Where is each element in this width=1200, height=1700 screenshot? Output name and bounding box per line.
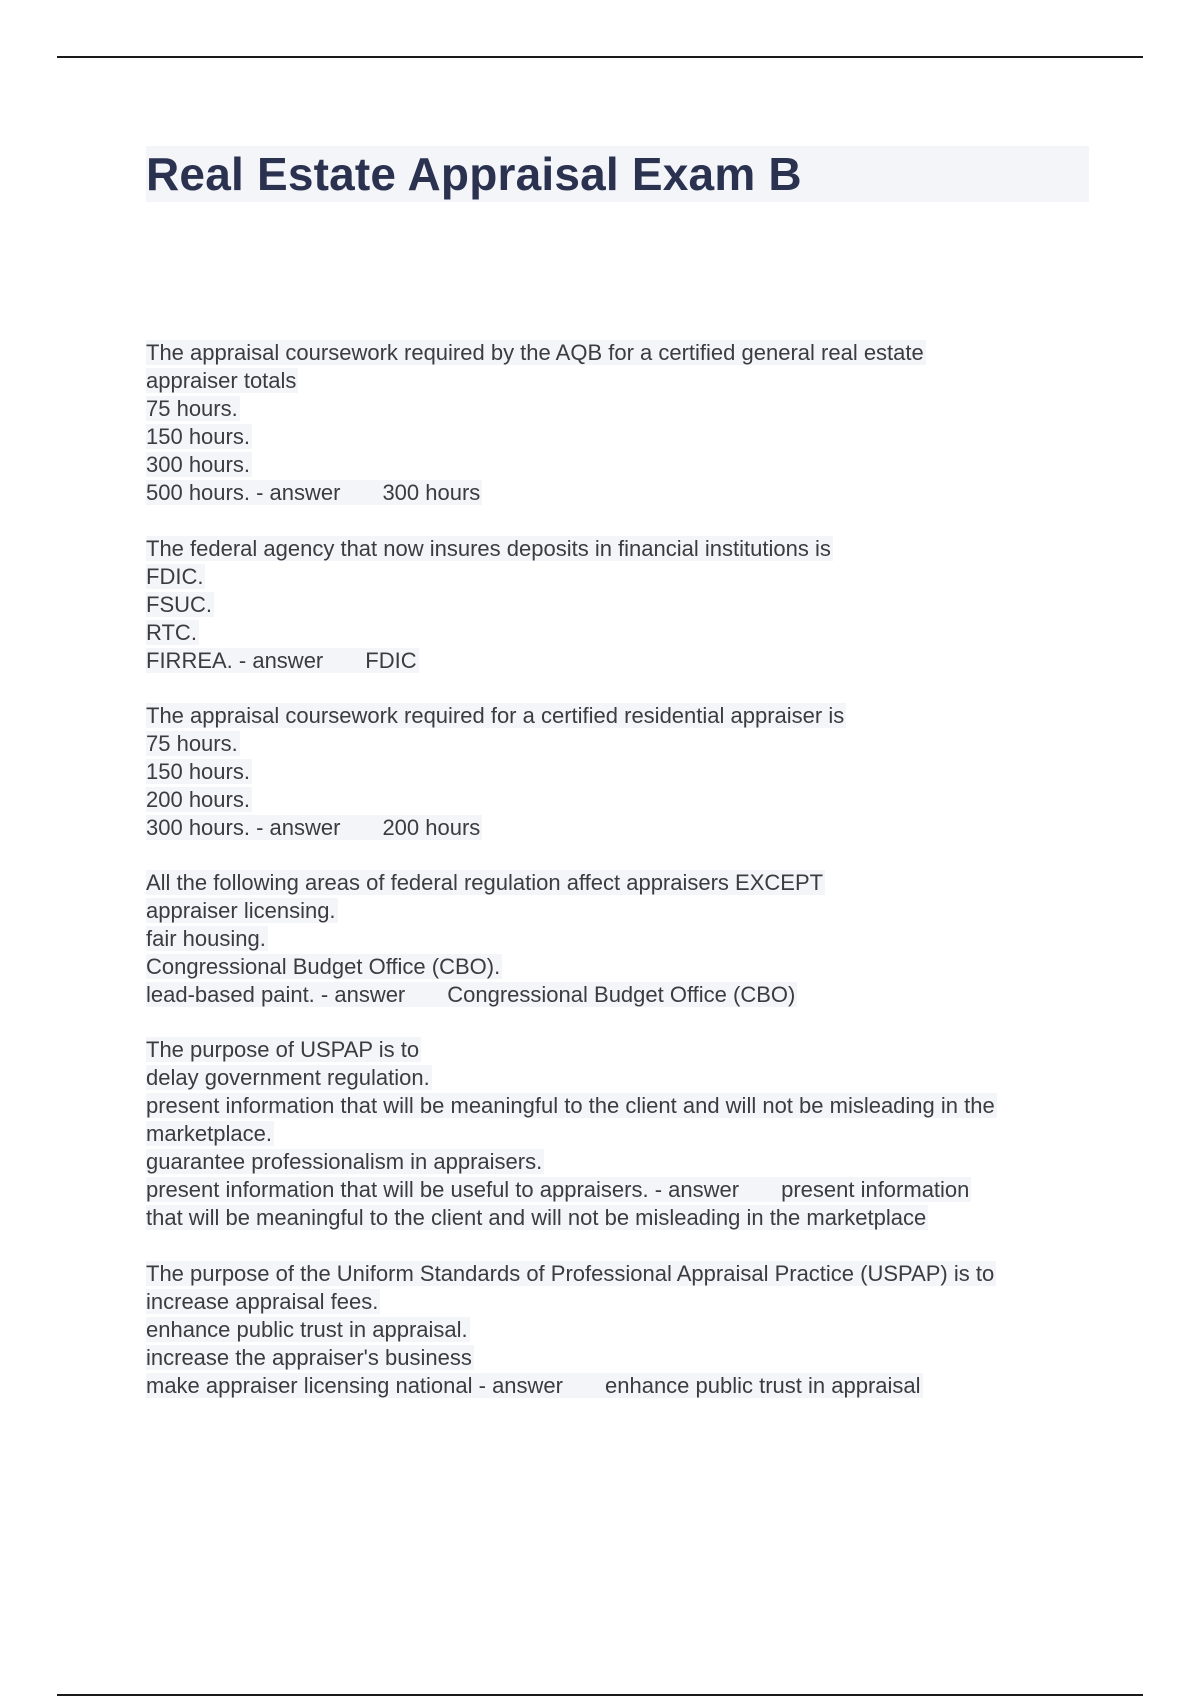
answer-line [146, 647, 1096, 675]
answer-line [146, 1372, 1096, 1400]
last-option: present information that will be useful to appraisers. - answer [146, 1177, 740, 1202]
question-text: The appraisal coursework required for a certified residential appraiser is [146, 703, 845, 728]
option-item: RTC. [146, 620, 197, 645]
answer-line [146, 981, 1096, 1009]
option-item: FSUC. [146, 592, 212, 617]
question-block-4 [146, 869, 1096, 1009]
option-item: 150 hours. [146, 424, 250, 449]
last-option: FIRREA. - answer [146, 648, 324, 673]
option-item: Congressional Budget Office (CBO). [146, 954, 501, 979]
correct-answer: FDIC [365, 648, 417, 673]
option-item: FDIC. [146, 564, 204, 589]
option-item: guarantee professionalism in appraisers. [146, 1149, 543, 1174]
page-title: Real Estate Appraisal Exam B [146, 148, 802, 200]
option-item: marketplace. [146, 1121, 272, 1146]
question-block-5 [146, 1036, 1096, 1232]
option-item: enhance public trust in appraisal. [146, 1317, 468, 1342]
correct-answer: Congressional Budget Office (CBO) [447, 982, 796, 1007]
question-text: The federal agency that now insures deposits in financial institutions is [146, 536, 831, 561]
option-item: delay government regulation. [146, 1065, 430, 1090]
question-block-1 [146, 339, 1096, 507]
question-text: appraiser totals [146, 368, 297, 393]
answer-line [146, 1176, 1096, 1204]
question-text: All the following areas of federal regulation affect appraisers EXCEPT [146, 870, 824, 895]
question-block-3 [146, 702, 1096, 842]
last-option: 500 hours. - answer [146, 480, 341, 505]
option-item: 300 hours. [146, 452, 250, 477]
option-item: 75 hours. [146, 396, 238, 421]
option-item: appraiser licensing. [146, 898, 336, 923]
answer-line [146, 814, 1096, 842]
option-item: 75 hours. [146, 731, 238, 756]
option-item: 200 hours. [146, 787, 250, 812]
option-item: present information that will be meaningful to the client and will not be misleading in the [146, 1093, 995, 1118]
answer-continued: that will be meaningful to the client and will not be misleading in the marketplace [146, 1205, 927, 1230]
page-footer-rule [57, 1694, 1143, 1696]
page-header-rule [57, 56, 1143, 58]
correct-answer: 300 hours [382, 480, 481, 505]
question-block-6 [146, 1260, 1096, 1400]
correct-answer: enhance public trust in appraisal [605, 1373, 921, 1398]
option-item: 150 hours. [146, 759, 250, 784]
last-option: lead-based paint. - answer [146, 982, 406, 1007]
question-text: The appraisal coursework required by the AQB for a certified general real estate [146, 340, 924, 365]
option-item: increase appraisal fees. [146, 1289, 379, 1314]
option-item: fair housing. [146, 926, 266, 951]
last-option: 300 hours. - answer [146, 815, 341, 840]
question-block-2 [146, 535, 1096, 675]
question-text: The purpose of USPAP is to [146, 1037, 420, 1062]
question-text: The purpose of the Uniform Standards of Professional Appraisal Practice (USPAP) is to [146, 1261, 995, 1286]
option-item: increase the appraiser's business [146, 1345, 472, 1370]
correct-answer: present information [781, 1177, 970, 1202]
correct-answer: 200 hours [382, 815, 481, 840]
last-option: make appraiser licensing national - answer [146, 1373, 563, 1398]
answer-line [146, 479, 1096, 507]
